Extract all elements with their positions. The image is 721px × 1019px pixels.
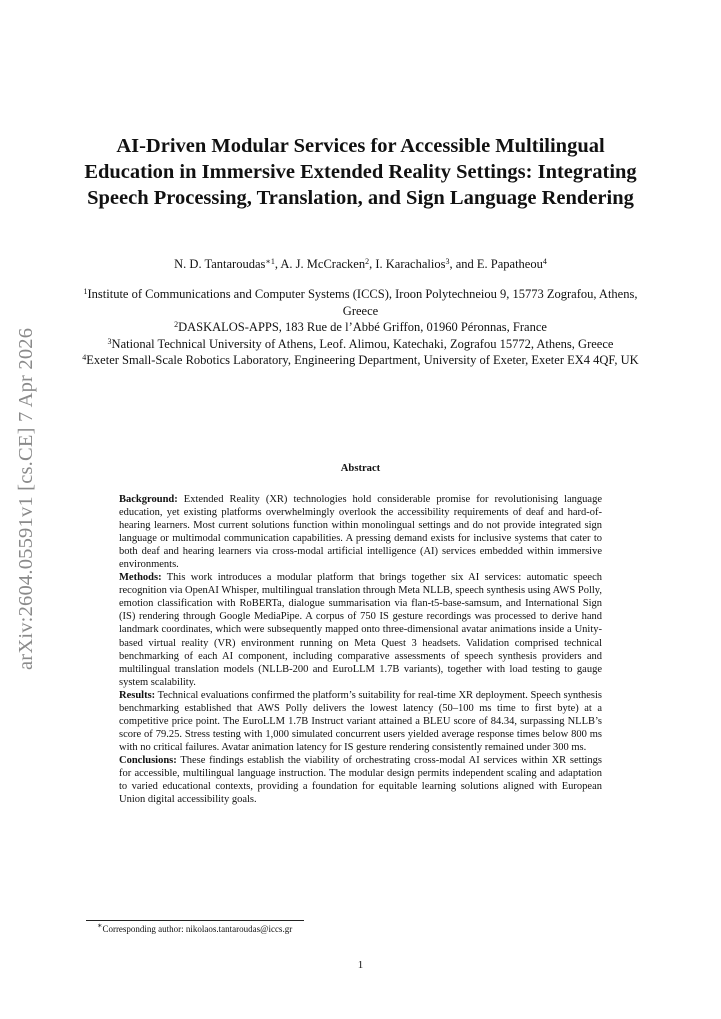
abstract-heading: Abstract — [340, 463, 381, 474]
page-number: 1 — [357, 959, 364, 971]
affiliation: $^3$National Technical University of Athens, Leof. Alimou, Katechaki, Zografou 15772, Athens, Greece — [107, 336, 614, 351]
abstract-background: Background: Extended Reality (XR) technologies hold considerable promise for revolutionising language education, yet existing platforms overwhelmingly overlook the accessibility requirements of deaf and hard-of-hearing learners. Most current solutions function within monolingual settings and do not provide integrated sign language or multimodal communication capabilities. A pressing demand exists for inclusive systems that cater to both deaf and hearing learners via cross-modal artificial intelligence (AI) services embedded within immersive environments. — [119, 494, 603, 571]
author: E. Papatheou$^4$ — [476, 257, 547, 271]
affiliation: $^1$Institute of Communications and Computer Systems (ICCS), Iroon Polytechneiou 9, 15773 Zografou, Athens, Greece — [83, 287, 638, 318]
footnote-rule — [86, 920, 304, 921]
author-list — [70, 256, 651, 272]
abstract-results: Results: Technical evaluations confirmed the platform’s suitability for real-time XR deployment. Speech synthesis benchmarking established that AWS Polly delivers the lowest latency (50–100 ms time to first byte) at a competitive price point. The EuroLLM 1.7B Instruct variant attained a BLEU score of 84.34, surpassing NLLB’s score of 79.25. Stress testing with 1,000 simulated concurrent users yielded average response times below 800 ms with no critical failures. Avatar animation latency for IS gesture rendering consistently remained under 300 ms. — [119, 689, 602, 753]
abstract-body — [119, 493, 602, 806]
author: N. D. Tantaroudas$^{∗1}$, — [174, 257, 281, 271]
abstract-conclusions: Conclusions: These findings establish the viability of orchestrating cross-modal AI services within XR settings for accessible, multilingual language instruction. The modular design permits independent scaling and adaptation to varied educational contexts, providing a foundation for equitable learning solutions aligned with European Union digital accessibility goals. — [119, 754, 603, 806]
affiliation: $^4$Exeter Small-Scale Robotics Laboratory, Engineering Department, University of Exeter, Exeter EX4 4QF, UK — [82, 353, 639, 368]
footnote: ∗Corresponding author: nikolaos.tantaroudas@iccs.gr — [97, 921, 293, 934]
author: I. Karachalios$^3$, and — [375, 257, 477, 271]
arxiv-stamp: arXiv:2604.05591v1 [cs.CE] 7 Apr 2026 — [15, 327, 37, 670]
affiliation-list — [80, 286, 641, 369]
abstract-methods: Methods: This work introduces a modular platform that brings together six AI services: automatic speech recognition via OpenAI Whisper, multilingual translation through Meta NLLB, speech synthesis using AWS Polly, emotion classification with RoBERTa, dialogue summarisation via flan-t5-base-samsum, and International Sign (IS) rendering through Google MediaPipe. A corpus of 750 IS gesture recordings was processed to derive hand landmark coordinates, which were subsequently mapped onto three-dimensional avatar animations inside a Unity-based virtual reality (VR) environment running on Meta Quest 3 headsets. Validation comprised technical benchmarking of each AI component, including comparative assessments of speech synthesis providers and multilingual translation models (NLLB-200 and EuroLLM 1.7B variants), together with load testing to gauge system scalability. — [119, 572, 602, 688]
author: A. J. McCracken$^2$, — [280, 257, 376, 271]
affiliation: $^2$DASKALOS-APPS, 183 Rue de l’Abbé Griffon, 01960 Péronnas, France — [174, 320, 547, 335]
paper-title: AI-Driven Modular Services for Accessible Multilingual Education in Immersive Extended Reality Settings: Integrating Speech Processing, Translation, and Sign Language Rendering — [84, 135, 637, 209]
